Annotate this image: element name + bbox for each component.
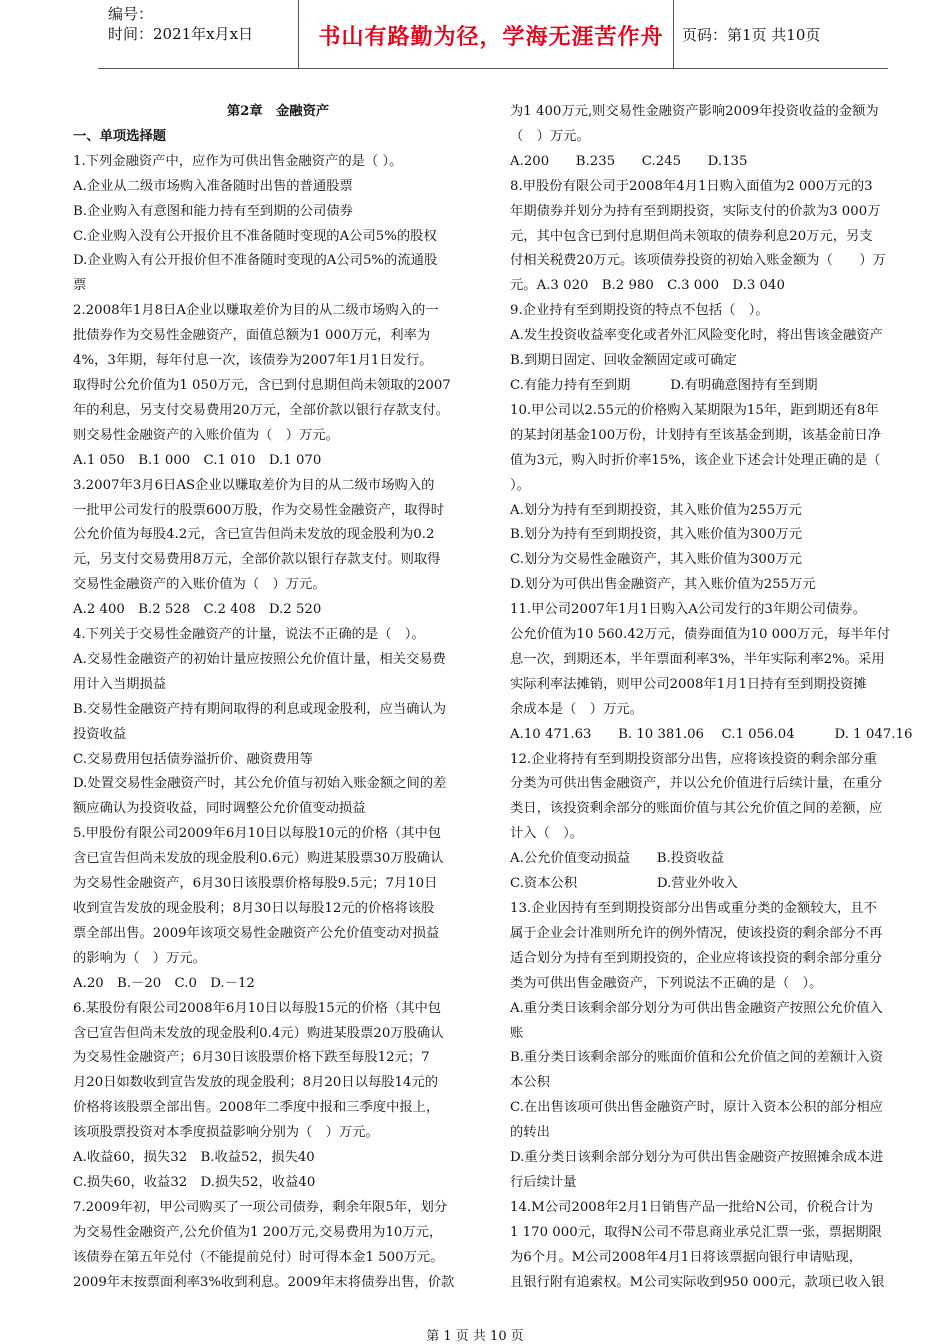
- time-label: 时间：2021年x月x日: [108, 25, 254, 43]
- text-line: 属于企业会计准则所允许的例外情况，使该投资的剩余部分不再: [510, 925, 883, 941]
- text-line: 余成本是（ ）万元。: [510, 701, 643, 717]
- text-line: 年的利息，另支付交易费用20万元，全部价款以银行存款支付。: [73, 402, 449, 418]
- number-label: 编号：: [108, 5, 154, 23]
- text-line: B.到期日固定、回收金额固定或可确定: [510, 353, 737, 369]
- text-line: 票全部出售。2009年该项交易性金融资产公允价值变动对损益: [73, 925, 440, 941]
- text-line: 4%，3年期，每年付息一次，该债券为2007年1月1日发行。: [73, 353, 433, 369]
- text-line: 批债券作为交易性金融资产，面值总额为1 000万元，利率为: [73, 328, 431, 344]
- text-line: A.2 400 B.2 528 C.2 408 D.2 520: [73, 602, 322, 618]
- text-line: 11.甲公司2007年1月1日购入A公司发行的3年期公司债券。: [510, 602, 866, 618]
- text-line: 为1 400万元,则交易性金融资产影响2009年投资收益的金额为: [510, 104, 879, 119]
- text-line: 7.2009年初，甲公司购买了一项公司债券，剩余年限5年，划分: [73, 1199, 448, 1215]
- right-column: [510, 100, 915, 1296]
- text-line: 账: [510, 1025, 524, 1041]
- text-line: 该债券在第五年兑付（不能提前兑付）时可得本金1 500万元。: [73, 1249, 444, 1265]
- text-line: 年期债券并划分为持有至到期投资，实际支付的价款为3 000万: [510, 203, 881, 219]
- text-line: A.公允价值变动损益 B.投资收益: [510, 851, 724, 867]
- text-line: B.重分类日该剩余部分的账面价值和公允价值之间的差额计入资: [510, 1050, 884, 1066]
- text-line: 13.企业因持有至到期投资部分出售或重分类的金额较大，且不: [510, 901, 877, 916]
- text-line: A.10 471.63 B. 10 381.06 C.1 056.04 D. 1 047.16: [510, 726, 913, 742]
- text-line: A.交易性金融资产的初始计量应按照公允价值计量，相关交易费: [73, 651, 446, 667]
- text-line: B.交易性金融资产持有期间取得的利息或现金股利，应当确认为: [73, 701, 447, 717]
- text-line: 4.下列关于交易性金融资产的计量，说法不正确的是（ ）。: [73, 627, 425, 643]
- text-line: 8.甲股份有限公司于2008年4月1日购入面值为2 000万元的3: [510, 178, 873, 194]
- text-line: 本公积: [510, 1075, 550, 1091]
- text-line: A.企业从二级市场购入准备随时出售的普通股票: [73, 178, 353, 194]
- text-line: 元，另支付交易费用8万元，全部价款以银行存款支付。则取得: [73, 552, 441, 568]
- text-line: 5.甲股份有限公司2009年6月10日以每股10元的价格（其中包: [73, 826, 442, 842]
- text-line: 12.企业将持有至到期投资部分出售，应将该投资的剩余部分重: [510, 751, 877, 767]
- text-line: 适合划分为持有至到期投资的，企业应将该投资的剩余部分重分: [510, 950, 883, 966]
- text-line: A.1 050 B.1 000 C.1 010 D.1 070: [73, 452, 322, 468]
- text-line: A.重分类日该剩余部分划分为可供出售金融资产按照公允价值入: [510, 1000, 883, 1016]
- text-line: 计入（ ）。: [510, 826, 584, 842]
- text-line: 类为可供出售金融资产，下列说法不正确的是（ ）。: [510, 975, 823, 991]
- text-line: 交易性金融资产的入账价值为（ ）万元。: [73, 577, 326, 593]
- text-line: 息一次，到期还本，半年票面利率3%，半年实际利率2%。采用: [510, 651, 885, 667]
- text-line: 1 170 000元，取得N公司不带息商业承兑汇票一张，票据期限: [510, 1224, 882, 1240]
- text-line: 6.某股份有限公司2008年6月10日以每股15元的价格（其中包: [73, 1000, 442, 1016]
- text-line: A.20 B.－20 C.0 D.－12: [73, 975, 255, 991]
- text-line: 元。A.3 020 B.2 980 C.3 000 D.3 040: [510, 278, 785, 294]
- text-line: 3.2007年3月6日AS企业以赚取差价为目的从二级市场购入的: [73, 477, 435, 493]
- text-line: 用计入当期损益: [73, 676, 167, 692]
- text-line: 取得时公允价值为1 050万元，含已到付息期但尚未领取的2007: [73, 377, 451, 393]
- header-page-label: 页码：第1页 共10页: [682, 26, 821, 44]
- text-line: 值为3元，购入时折价率15%，该企业下述会计处理正确的是（: [510, 452, 881, 468]
- text-line: 10.甲公司以2.55元的价格购入某期限为15年，距到期还有8年: [510, 402, 879, 418]
- text-line: 1.下列金融资产中，应作为可供出售金融资产的是（ ）。: [73, 153, 403, 169]
- text-line: 实际利率法摊销，则甲公司2008年1月1日持有至到期投资摊: [510, 676, 867, 692]
- text-line: 一、单项选择题: [73, 128, 167, 144]
- text-line: 为交易性金融资产；6月30日该股票价格下跌至每股12元；7: [73, 1050, 430, 1066]
- text-line: 票: [73, 278, 87, 294]
- text-line: C.在出售该项可供出售金融资产时，原计入资本公积的部分相应: [510, 1100, 883, 1116]
- text-line: 的某封闭基金100万份，计划持有至该基金到期，该基金前日净: [510, 427, 882, 443]
- text-line: C.企业购入没有公开报价且不准备随时变现的A公司5%的股权: [73, 228, 437, 244]
- text-line: A.200 B.235 C.245 D.135: [510, 153, 748, 169]
- page-footer: 第 1 页 共 10 页: [426, 1329, 524, 1344]
- text-line: D.划分为可供出售金融资产，其入账价值为255万元: [510, 577, 816, 593]
- text-line: D.企业购入有公开报价但不准备随时变现的A公司5%的流通股: [73, 253, 438, 269]
- text-line: B.企业购入有意图和能力持有至到期的公司债券: [73, 203, 353, 219]
- text-line: C.资本公积 D.营业外收入: [510, 876, 738, 892]
- text-line: 行后续计量: [510, 1174, 577, 1190]
- text-line: 含已宣告但尚未发放的现金股利0.6元）购进某股票30万股确认: [73, 851, 444, 867]
- header-meta: [108, 4, 253, 72]
- text-line: 投资收益: [73, 726, 127, 742]
- text-line: 的转出: [510, 1125, 550, 1141]
- text-line: 2009年末按票面利率3%收到利息。2009年末将债券出售，价款: [73, 1274, 455, 1290]
- text-line: 价格将该股票全部出售。2008年二季度中报和三季度中报上，: [73, 1100, 440, 1116]
- text-line: 为6个月。M公司2008年4月1日将该票据向银行申请贴现，: [510, 1249, 863, 1265]
- text-line: 收到宣告发放的现金股利；8月30日以每股12元的价格将该股: [73, 901, 435, 916]
- text-line: C.划分为交易性金融资产，其入账价值为300万元: [510, 552, 802, 568]
- header-divider: [298, 0, 299, 68]
- text-line: C.有能力持有至到期 D.有明确意图持有至到期: [510, 377, 818, 393]
- text-line: （ ）万元。: [510, 128, 590, 144]
- text-line: ）。: [510, 477, 530, 493]
- text-line: 公允价值为10 560.42万元，债券面值为10 000万元，每半年付: [510, 627, 891, 643]
- text-line: D.重分类日该剩余部分划分为可供出售金融资产按照摊余成本进: [510, 1150, 884, 1166]
- text-line: A.发生投资收益率变化或者外汇风险变化时，将出售该金融资产: [510, 328, 883, 344]
- page-header: [98, 0, 888, 69]
- left-column: [73, 100, 483, 1296]
- text-line: 类日，该投资剩余部分的账面价值与其公允价值之间的差额，应: [510, 801, 883, 817]
- header-motto: 书山有路勤为径，学海无涯苦作舟: [318, 24, 664, 50]
- text-line: 付相关税费20万元。该项债券投资的初始入账金额为（ ）万: [510, 253, 886, 269]
- text-line: 且银行附有追索权。M公司实际收到950 000元，款项已收入银: [510, 1274, 885, 1290]
- text-line: 则交易性金融资产的入账价值为（ ）万元。: [73, 427, 339, 443]
- text-line: 含已宣告但尚未发放的现金股利0.4元）购进某股票20万股确认: [73, 1025, 444, 1041]
- text-line: A.划分为持有至到期投资，其入账价值为255万元: [510, 502, 802, 518]
- text-line: 2.2008年1月8日A企业以赚取差价为目的从二级市场购入的一: [73, 303, 439, 319]
- text-line: C.损失60，收益32 D.损失52，收益40: [73, 1174, 316, 1190]
- text-line: B.划分为持有至到期投资，其入账价值为300万元: [510, 527, 803, 543]
- text-line: C.交易费用包括债券溢折价、融资费用等: [73, 751, 313, 767]
- text-line: 第2章 金融资产: [226, 104, 330, 119]
- text-line: D.处置交易性金融资产时，其公允价值与初始入账金额之间的差: [73, 776, 447, 792]
- text-line: 为交易性金融资产,公允价值为1 200万元,交易费用为10万元，: [73, 1224, 443, 1240]
- text-line: 的影响为（ ）万元。: [73, 950, 206, 966]
- text-line: 分类为可供出售金融资产，并以公允价值进行后续计量，在重分: [510, 776, 883, 792]
- text-line: 月20日如数收到宣告发放的现金股利；8月20日以每股14元的: [73, 1075, 439, 1091]
- text-line: 元，其中包含已到付息期但尚未领取的债券利息20万元，另支: [510, 228, 873, 244]
- text-line: 公允价值为每股4.2元，含已宣告但尚未发放的现金股利为0.2: [73, 527, 435, 543]
- text-line: 9.企业持有至到期投资的特点不包括（ ）。: [510, 303, 769, 319]
- text-line: A.收益60，损失32 B.收益52，损失40: [73, 1150, 315, 1166]
- header-divider: [673, 0, 674, 68]
- text-line: 一批甲公司发行的股票600万股，作为交易性金融资产，取得时: [73, 502, 445, 518]
- text-line: 14.M公司2008年2月1日销售产品一批给N公司，价税合计为: [510, 1199, 874, 1215]
- text-line: 为交易性金融资产，6月30日该股票价格每股9.5元；7月10日: [73, 876, 438, 892]
- text-line: 该项股票投资对本季度损益影响分别为（ ）万元。: [73, 1125, 379, 1141]
- text-line: 额应确认为投资收益，同时调整公允价值变动损益: [73, 801, 366, 817]
